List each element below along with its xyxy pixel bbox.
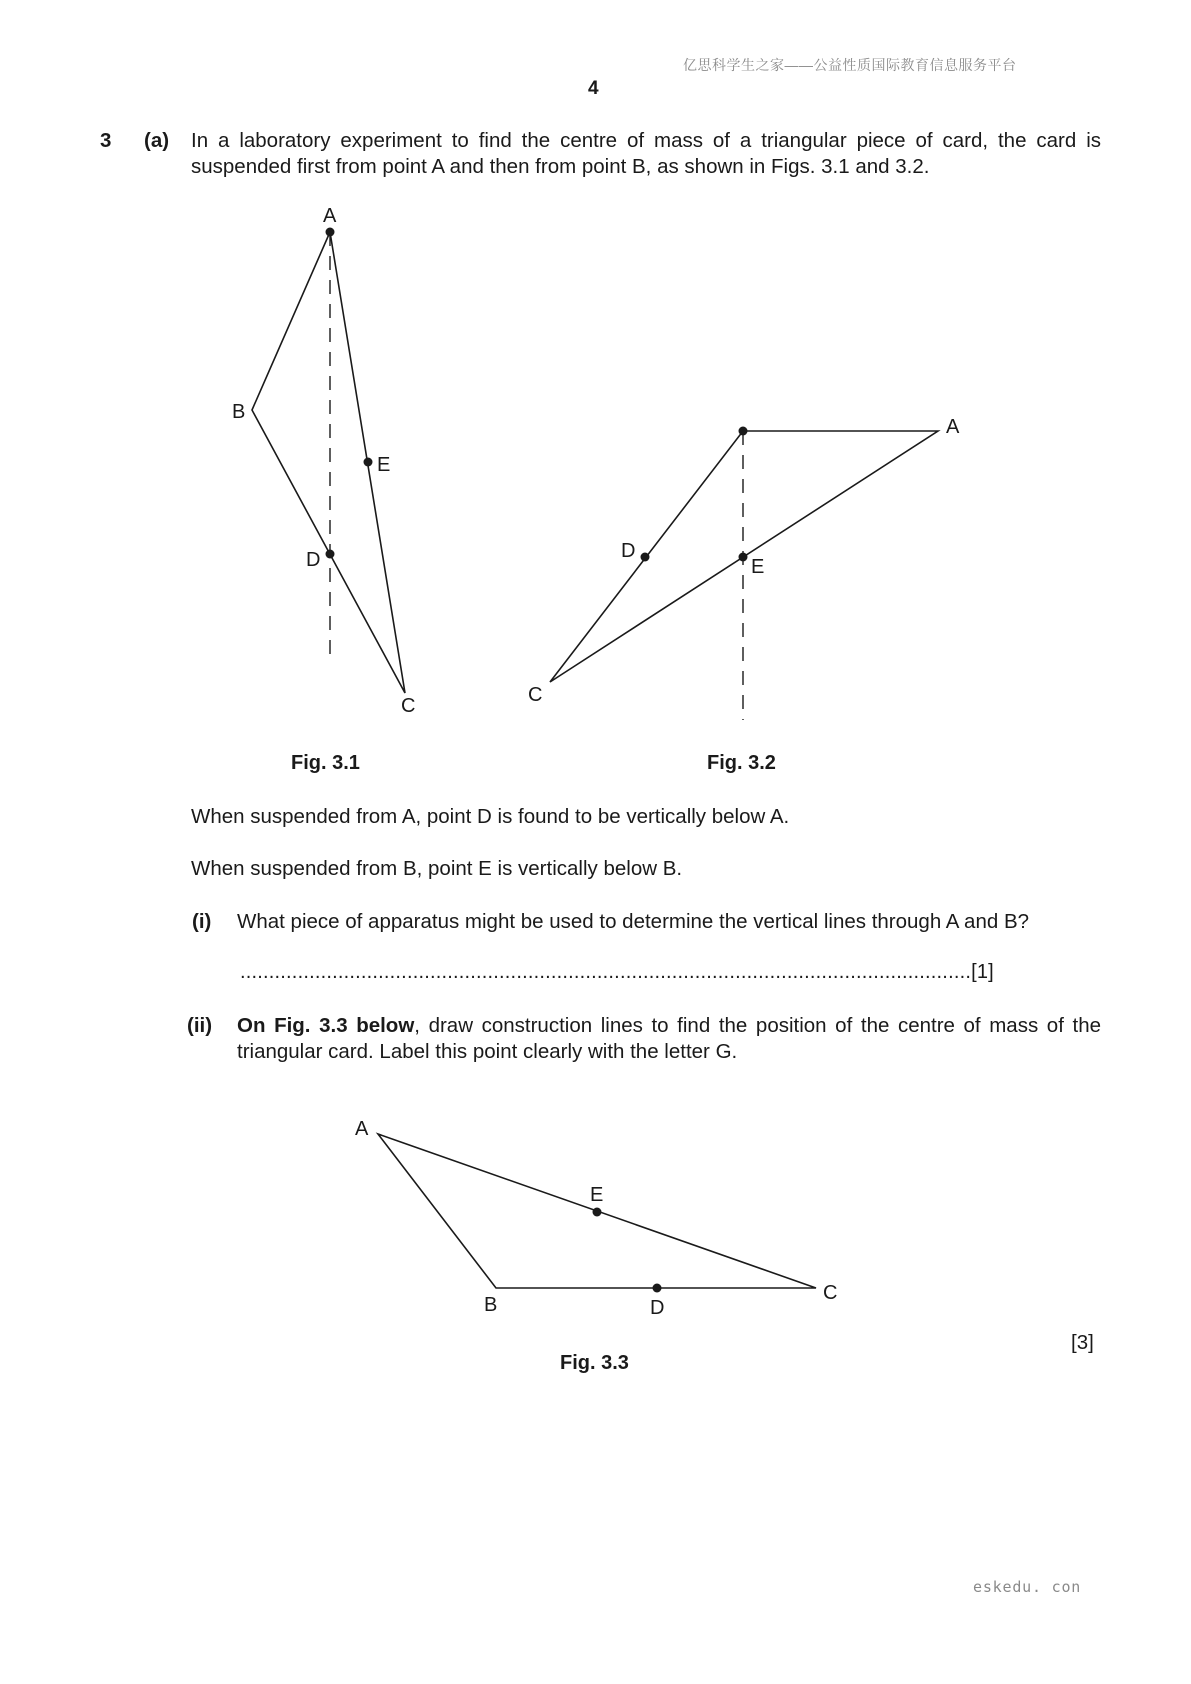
fig32-point-b (739, 427, 748, 436)
fig31-point-a (326, 228, 335, 237)
answer-dots: ............................................................................................................................... (240, 961, 972, 983)
fig32-label-c: C (528, 684, 543, 706)
question-number: 3 (100, 129, 112, 152)
sub-question-i-text: What piece of apparatus might be used to determine the vertical lines through A and B? (237, 910, 1030, 933)
fig32-label-d: D (621, 540, 636, 562)
fig31-label-d: D (306, 549, 321, 571)
sub-question-ii-label: (ii) (187, 1014, 213, 1037)
fig-3-2 (528, 416, 960, 720)
watermark: 亿思科学生之家——公益性质国际教育信息服务平台 (683, 57, 1017, 73)
fig33-label-e: E (590, 1184, 604, 1206)
fig-3-3-caption: Fig. 3.3 (560, 1352, 629, 1374)
fig33-label-b: B (484, 1294, 498, 1316)
fig-3-3 (355, 1118, 837, 1319)
question-stem: In a laboratory experiment to find the centre of mass of a triangular piece of card, the card is suspended first from point A and then from point B, as shown in Figs. 3.1 and 3.2. (191, 129, 1101, 178)
fig31-label-c: C (401, 695, 416, 717)
fig31-label-a: A (323, 205, 337, 227)
fig33-point-e (593, 1208, 602, 1217)
fig31-label-e: E (377, 454, 391, 476)
fig31-point-d (326, 550, 335, 559)
answer-line[interactable] (240, 961, 1100, 984)
fig31-point-e (364, 458, 373, 467)
footer-site: eskedu. con (973, 1578, 1082, 1596)
sub-question-ii-rest: , draw construction lines to find the position of the centre of mass of the triangular card. Label this point clearly with the letter G. (237, 1014, 1101, 1063)
fig-3-2-caption: Fig. 3.2 (707, 752, 776, 774)
fig31-label-b: B (232, 401, 246, 423)
sub-question-ii-text (237, 1013, 1101, 1065)
marks-ii: [3] (1071, 1331, 1094, 1354)
fig32-label-e: E (751, 556, 765, 578)
fig-3-1 (232, 205, 415, 717)
fig33-point-d (653, 1284, 662, 1293)
fig-3-1-caption: Fig. 3.1 (291, 752, 360, 774)
fig32-label-a: A (946, 416, 960, 438)
sub-question-ii-bold: On Fig. 3.3 below (237, 1014, 415, 1037)
fig33-label-d: D (650, 1297, 665, 1319)
page-number: 4 (588, 78, 599, 99)
fig33-label-a: A (355, 1118, 369, 1140)
marks-i: [1] (971, 961, 994, 983)
question-part-label: (a) (144, 129, 170, 152)
statement-1: When suspended from A, point D is found to be vertically below A. (191, 805, 790, 828)
fig33-label-c: C (823, 1282, 838, 1304)
statement-2: When suspended from B, point E is vertically below B. (191, 857, 683, 880)
fig32-point-d (641, 553, 650, 562)
fig32-point-e (739, 553, 748, 562)
sub-question-i-label: (i) (192, 910, 212, 933)
